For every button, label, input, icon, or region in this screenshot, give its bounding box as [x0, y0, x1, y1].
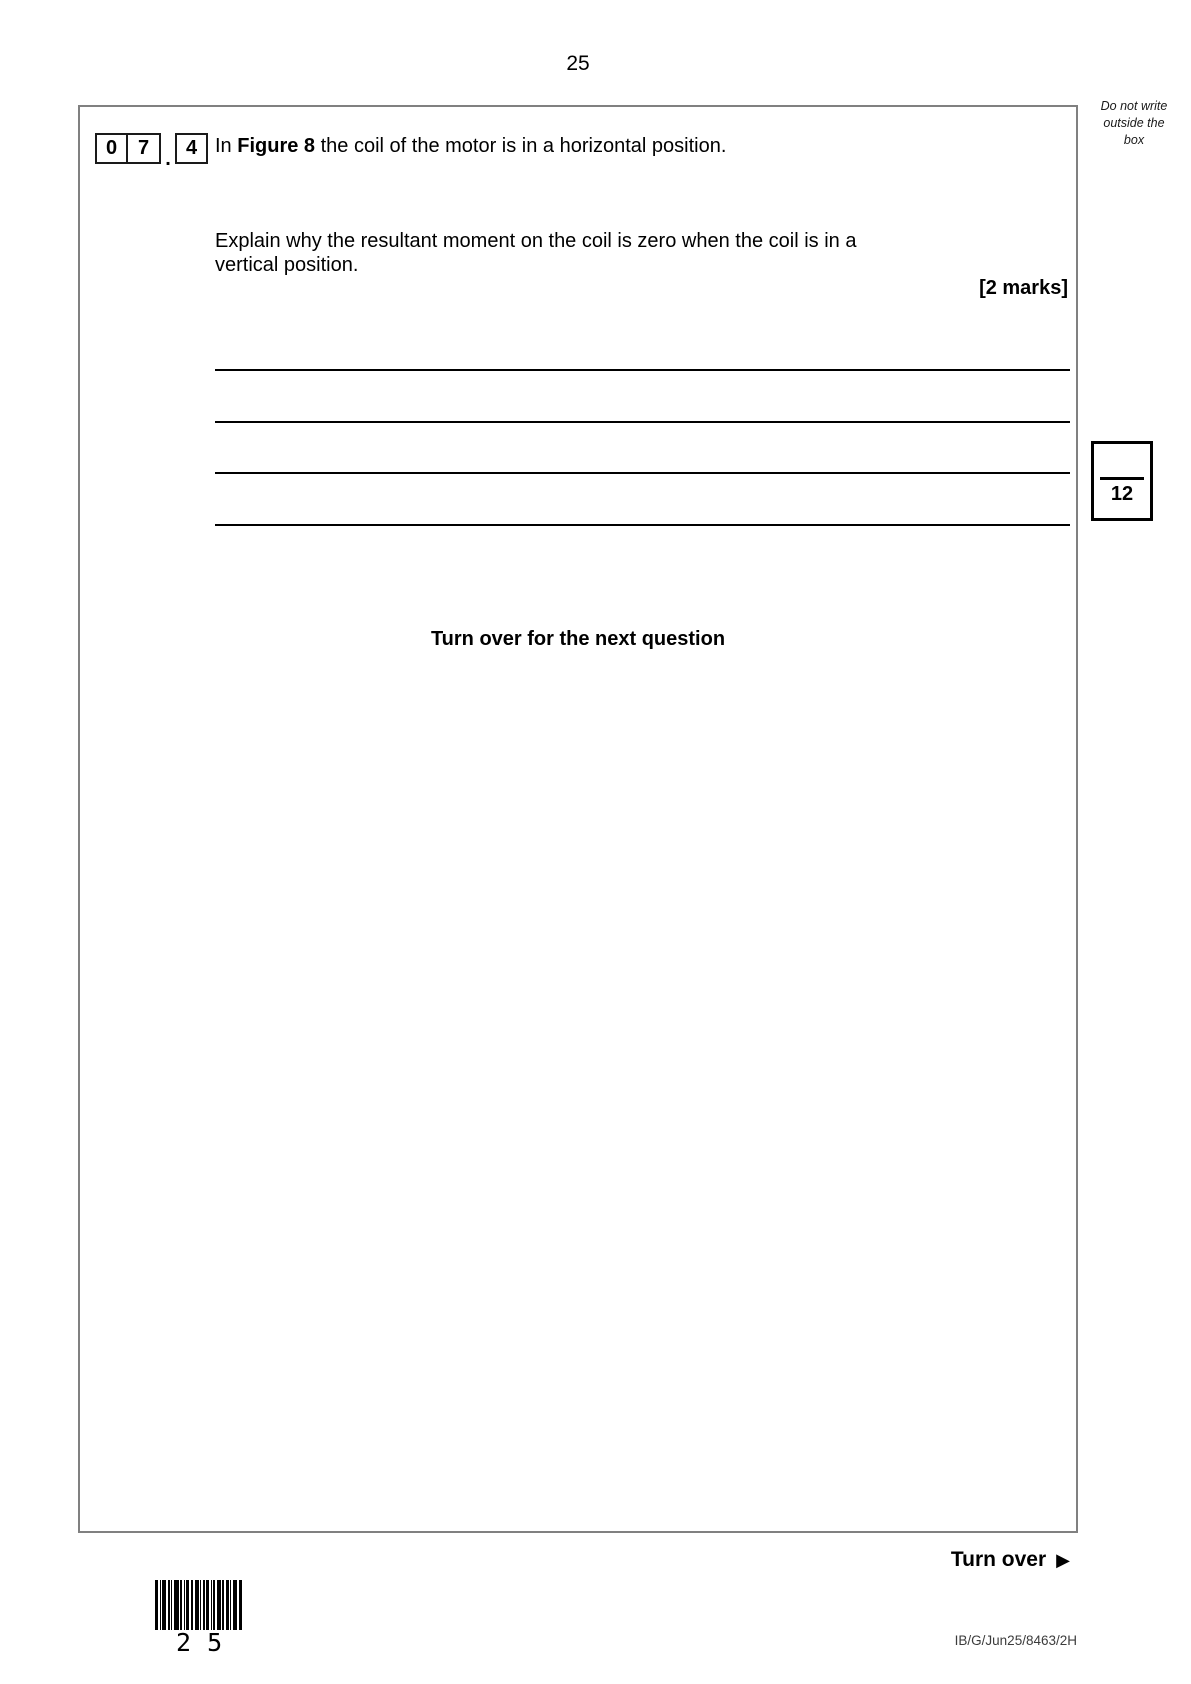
question-prompt-line: vertical position. [215, 254, 359, 276]
turn-over-instruction [951, 1548, 1070, 1572]
answer-lines-area [80, 107, 1076, 1531]
barcode-icon [155, 1580, 242, 1630]
intro-prefix: In [215, 135, 238, 157]
total-marks-box [1091, 441, 1153, 521]
do-not-write-note-line: outside the [1103, 115, 1165, 130]
question-number-main-boxes [95, 133, 161, 164]
question-prompt-line: Explain why the resultant moment on the coil is zero when the coil is in a [215, 230, 857, 252]
question-border-box [78, 105, 1078, 1533]
question-number [95, 133, 208, 170]
turn-over-arrow-icon: ▶ [1056, 1549, 1070, 1570]
question-part-digit: 4 [175, 133, 208, 164]
page-number: 25 [566, 52, 590, 75]
paper-reference-code: IB/G/Jun25/8463/2H [954, 1633, 1077, 1648]
do-not-write-note-line: Do not write [1100, 99, 1168, 113]
answer-line [215, 472, 1070, 474]
turn-over-label: Turn over [950, 1548, 1047, 1571]
barcode-digit: 5 [207, 1628, 223, 1657]
intro-suffix: the coil of the motor is in a horizontal position. [315, 135, 727, 157]
answer-line [215, 369, 1070, 371]
barcode-bar [239, 1580, 242, 1630]
do-not-write-note [1086, 98, 1182, 149]
total-marks-value: 12 [1110, 483, 1134, 505]
figure-reference: Figure 8 [237, 135, 316, 157]
question-number-separator: . [165, 148, 171, 170]
total-marks-score-line [1100, 477, 1144, 480]
question-intro-text [215, 135, 726, 158]
answer-line [215, 421, 1070, 423]
marks-label: [2 marks] [979, 277, 1068, 299]
turn-over-next-question-text: Turn over for the next question [430, 628, 726, 650]
do-not-write-note-line: box [1123, 132, 1145, 147]
barcode-digit: 2 [176, 1628, 192, 1657]
question-number-digit: 7 [128, 133, 161, 164]
question-prompt-text [215, 229, 856, 277]
answer-line [215, 524, 1070, 526]
barcode-digits [176, 1628, 222, 1657]
question-number-digit: 0 [95, 133, 128, 164]
